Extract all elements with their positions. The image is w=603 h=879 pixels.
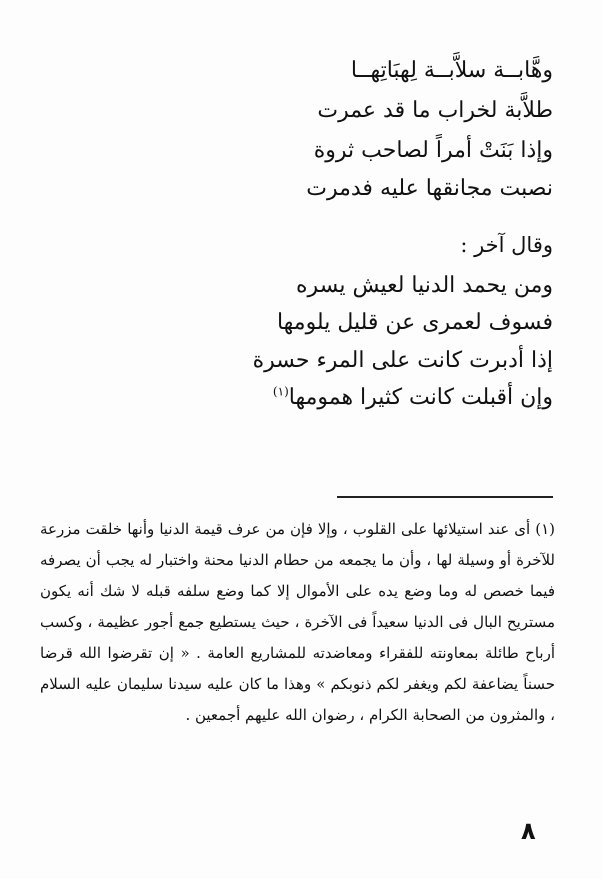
poem-line-4: نصبت مجانقها عليه فدمرت <box>306 176 553 201</box>
poem2-line-3: إذا أدبرت كانت على المرء حسرة <box>252 348 553 373</box>
page-number: ٨ <box>521 817 536 845</box>
poem2-line-1: ومن يحمد الدنيا لعيش يسره <box>296 273 553 298</box>
poem-line-1: وهَّابــة سلاَّبــة لِهبَاتِهــا <box>350 58 553 83</box>
footnote-marker: (١) <box>272 384 289 399</box>
poem-line-3: وإذا بَنَتْ أمراً لصاحب ثروة <box>313 138 553 163</box>
footnote-text: (١) أى عند استيلائها على القلوب ، وإلا فإن من عرف قيمة الدنيا وأنها خلقت مزرعة للآخرة أو وسيلة لها ، وأن ما يجمعه من حطام الدنيا محنة واختبار له يجب أن يصرفه فيما خصص له وما وضع يده على الأموال إلا كما وضع سلفه قبله لا شك أنه يكون مستريح البال فى الدنيا سعيداً فى الآخرة ، حيث يستطيع جمع أجور عظيمة ، وكسب أرباح طائلة بمعاونته للفقراء ومعاضدته للمشاريع العامة . « إن تقرضوا الله قرضا حسناً يضاعفة لكم ويغفر لكم ذنوبكم » وهذا ما كان عليه سيدنا سليمان عليه السلام ، والمثرون من الصحابة الكرام ، رضوان الله عليهم أجمعين . <box>40 520 555 724</box>
poem-line-2: طلاَّبة لخراب ما قد عمرت <box>317 98 553 123</box>
quote-intro: وقال آخر : <box>460 233 553 257</box>
footnote-divider <box>337 496 553 498</box>
poem2-line-2: فسوف لعمرى عن قليل يلومها <box>276 310 553 335</box>
poem2-line-4 <box>273 383 553 413</box>
footnote <box>40 514 555 731</box>
poem2-line-4-text: وإن أقبلت كانت كثيرا همومها <box>288 385 553 410</box>
